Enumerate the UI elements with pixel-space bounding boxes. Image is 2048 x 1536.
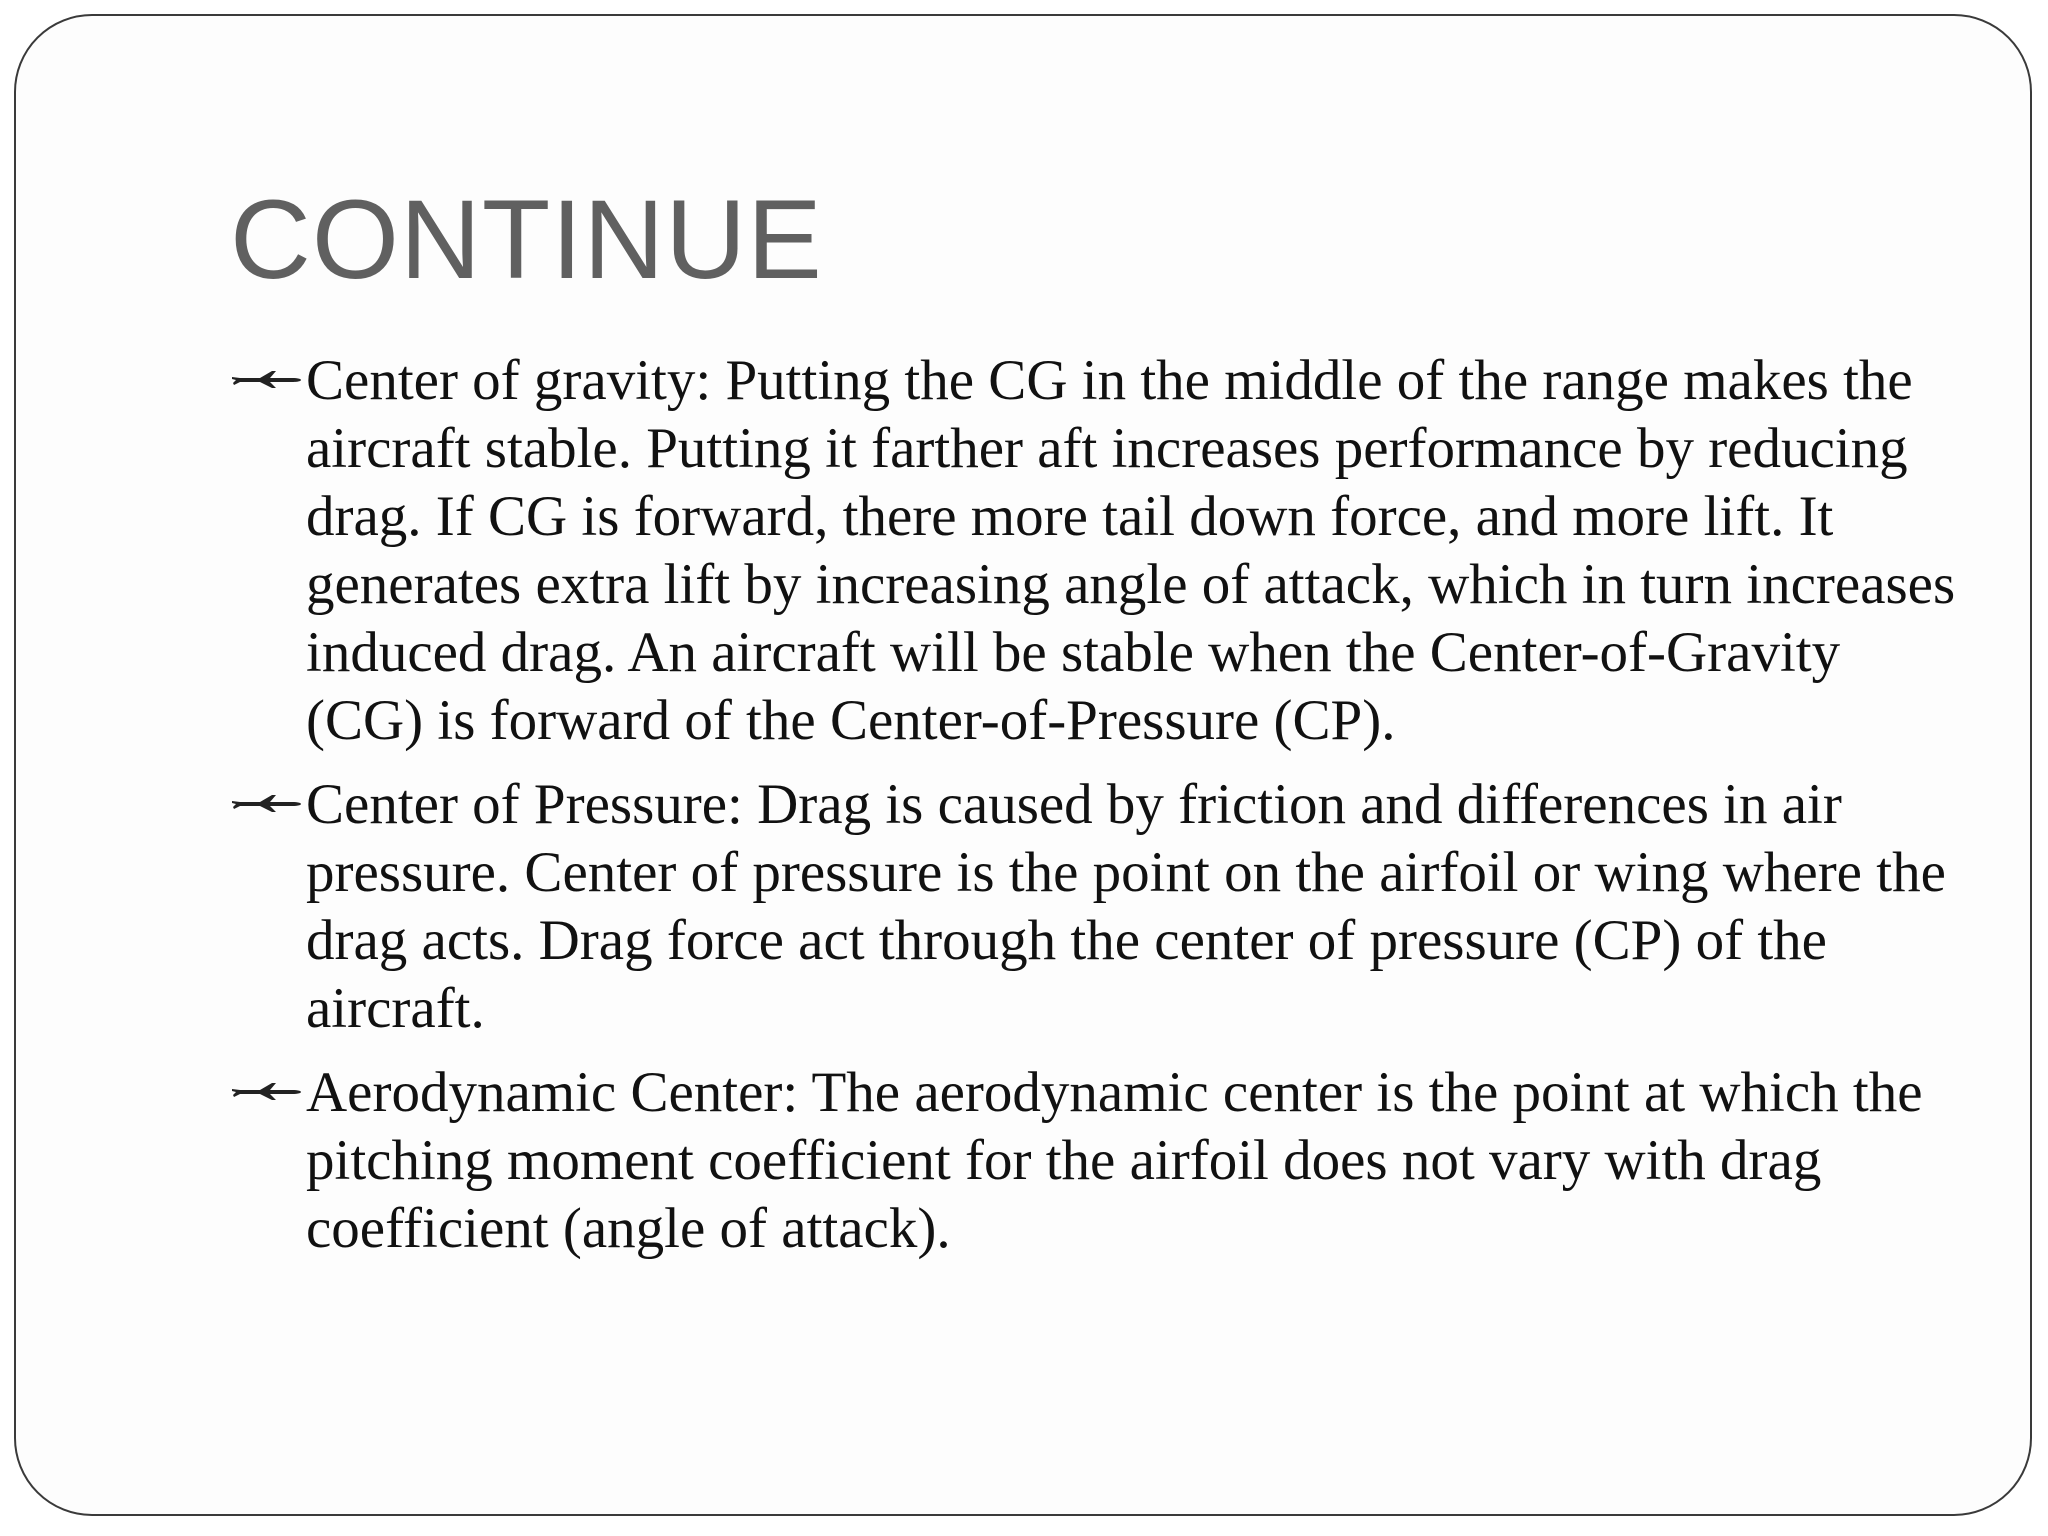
airplane-icon bbox=[230, 771, 302, 839]
bullet-text: Center of gravity: Putting the CG in the middle of the range makes the aircraft stable. Putting it farther aft increases performance by reducing drag. If CG is forward, there more tail down force, and more lift. It generates extra lift by increasing angle of attack, which in turn increases induced drag. An aircraft will be stable when the Center-of-Gravity (CG) is forward of the Center-of-Pressure (CP). bbox=[306, 349, 1956, 752]
bullet-text: Center of Pressure: Drag is caused by friction and differences in air pressure. Center of pressure is the point on the airfoil or wing where the drag acts. Drag force act through the center of pressure (CP) of the aircraft. bbox=[306, 773, 1946, 1040]
bullet-list bbox=[230, 347, 1960, 1279]
bullet-item-aerodynamic-center bbox=[230, 1059, 1960, 1263]
slide bbox=[14, 14, 2032, 1516]
airplane-icon bbox=[230, 1059, 302, 1127]
bullet-item-center-of-gravity bbox=[230, 347, 1960, 755]
airplane-icon bbox=[230, 347, 302, 415]
slide-title: CONTINUE bbox=[230, 177, 823, 302]
bullet-text: Aerodynamic Center: The aerodynamic center is the point at which the pitching moment coefficient for the airfoil does not vary with drag coefficient (angle of attack). bbox=[306, 1061, 1923, 1260]
bullet-item-center-of-pressure bbox=[230, 771, 1960, 1043]
